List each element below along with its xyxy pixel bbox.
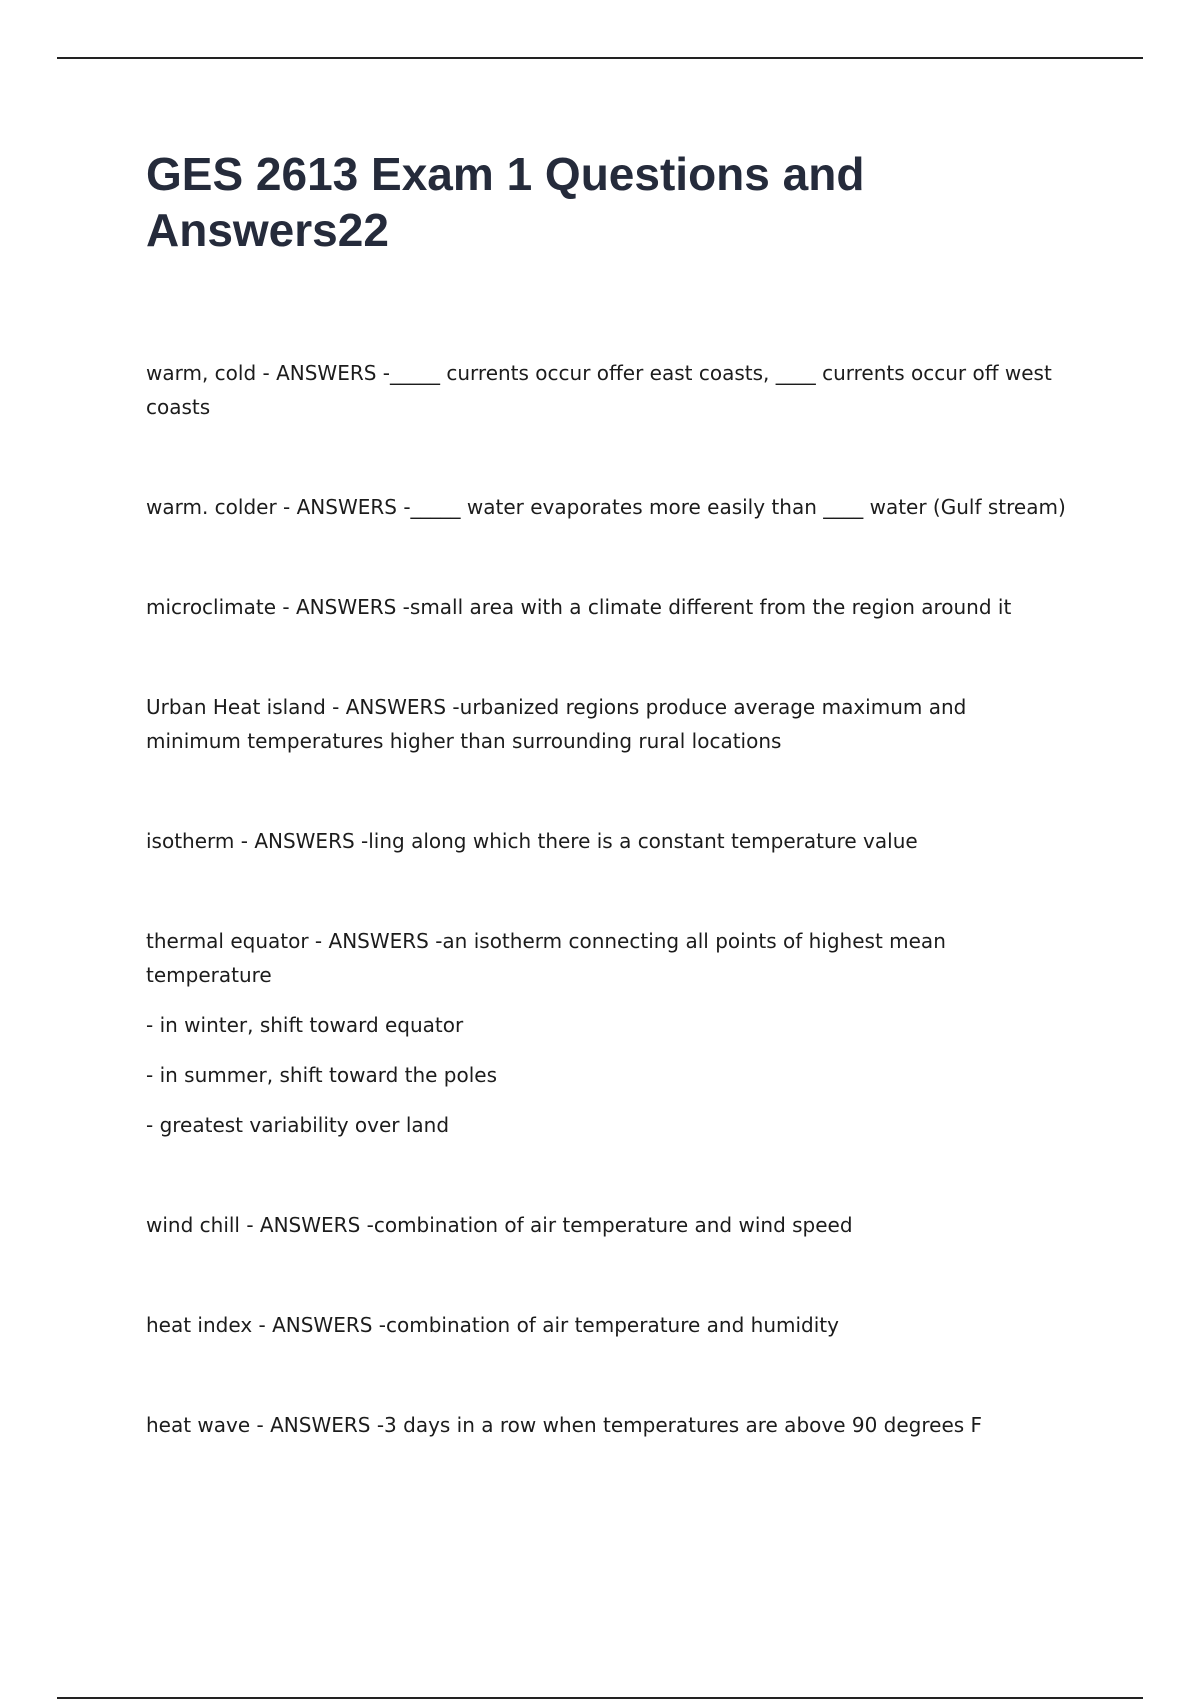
qa-entry — [146, 924, 1066, 1142]
qa-list — [146, 356, 1066, 1508]
bottom-divider — [57, 1697, 1143, 1699]
qa-entry — [146, 1408, 1066, 1442]
qa-entry-text: thermal equator - ANSWERS -an isotherm connecting all points of highest mean temperature — [146, 929, 946, 987]
qa-entry — [146, 356, 1066, 424]
qa-entry-bullet: - in winter, shift toward equator — [146, 1013, 464, 1037]
qa-entry — [146, 490, 1066, 524]
qa-entry-text: isotherm - ANSWERS -ling along which there is a constant temperature value — [146, 829, 918, 853]
qa-entry-text: wind chill - ANSWERS -combination of air temperature and wind speed — [146, 1213, 853, 1237]
qa-entry-text: warm, cold - ANSWERS -_____ currents occur offer east coasts, ____ currents occur off west coasts — [146, 361, 1052, 419]
qa-entry-text: warm. colder - ANSWERS -_____ water evaporates more easily than ____ water (Gulf stream) — [146, 495, 1066, 519]
qa-entry-text: heat wave - ANSWERS -3 days in a row when temperatures are above 90 degrees F — [146, 1413, 983, 1437]
qa-entry-text: heat index - ANSWERS -combination of air temperature and humidity — [146, 1313, 839, 1337]
top-divider — [57, 57, 1143, 59]
page-title: GES 2613 Exam 1 Questions and Answers22 — [146, 148, 865, 256]
qa-entry-bullet: - in summer, shift toward the poles — [146, 1063, 498, 1087]
qa-entry — [146, 690, 1066, 758]
qa-entry — [146, 590, 1066, 624]
qa-entry — [146, 824, 1066, 858]
qa-entry — [146, 1308, 1066, 1342]
qa-entry-text: Urban Heat island - ANSWERS -urbanized regions produce average maximum and minimum temperatures higher than surrounding rural locations — [146, 695, 967, 753]
qa-entry-bullet: - greatest variability over land — [146, 1113, 450, 1137]
qa-entry-text: microclimate - ANSWERS -small area with a climate different from the region around it — [146, 595, 1012, 619]
qa-entry — [146, 1208, 1066, 1242]
